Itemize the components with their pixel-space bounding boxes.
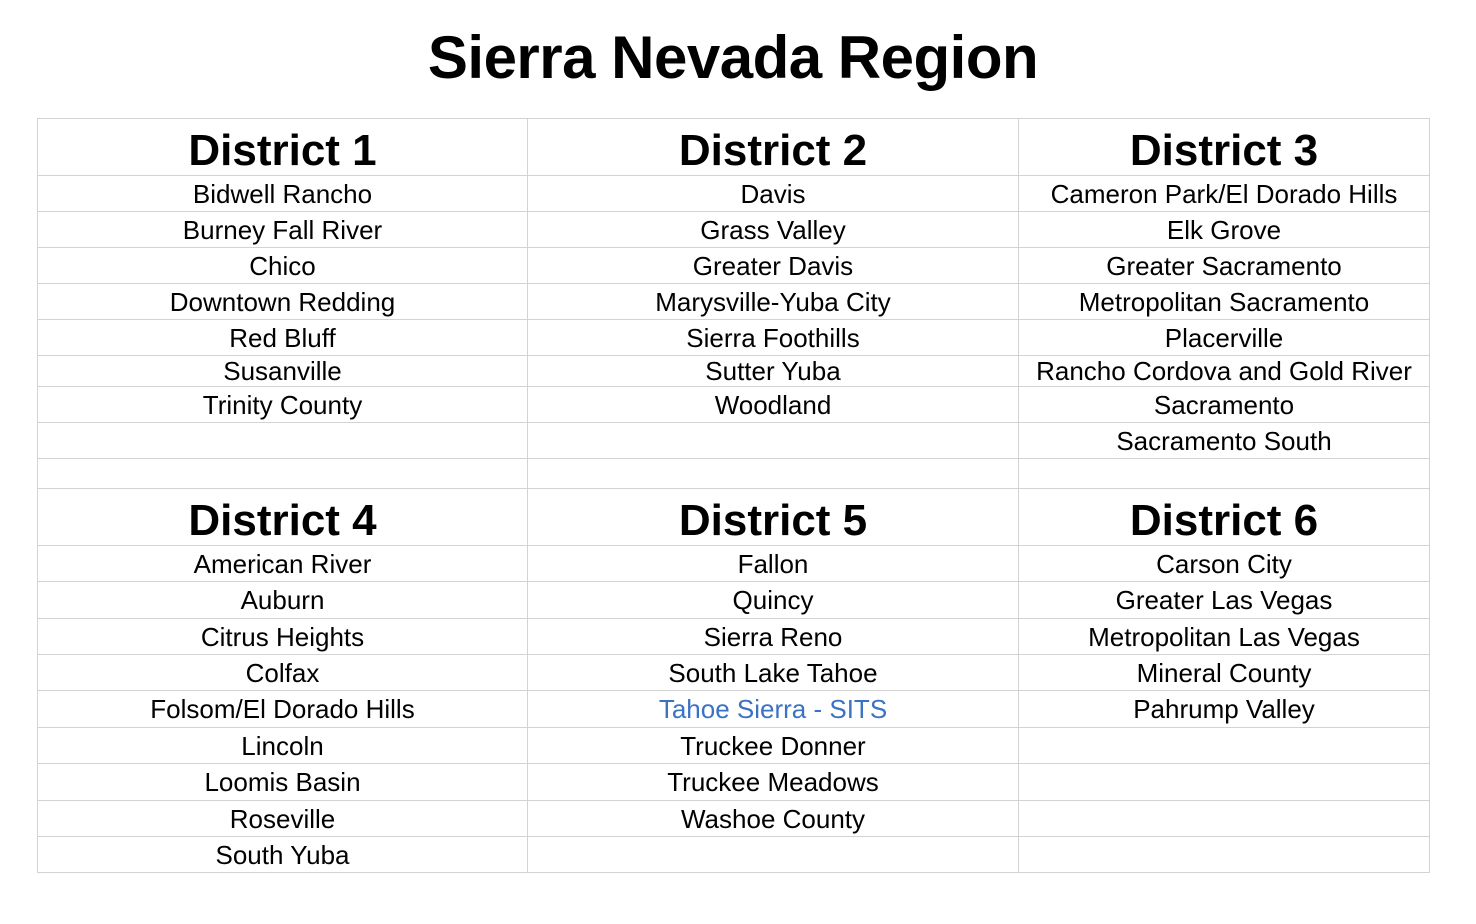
club-cell: Fallon xyxy=(528,546,1019,582)
table-row xyxy=(38,387,1430,423)
club-cell: Loomis Basin xyxy=(38,764,528,801)
club-cell: Auburn xyxy=(38,582,528,619)
district-header: District 6 xyxy=(1019,489,1430,546)
club-cell: Truckee Donner xyxy=(528,728,1019,764)
club-cell: Greater Sacramento xyxy=(1019,248,1430,284)
table-row xyxy=(38,764,1430,801)
club-cell: American River xyxy=(38,546,528,582)
club-cell: Davis xyxy=(528,176,1019,212)
district-header: District 1 xyxy=(38,119,528,176)
club-cell: Lincoln xyxy=(38,728,528,764)
club-cell: Trinity County xyxy=(38,387,528,423)
club-cell: Burney Fall River xyxy=(38,212,528,248)
table-row xyxy=(38,801,1430,837)
table-row xyxy=(38,459,1430,489)
club-link[interactable]: Tahoe Sierra - SITS xyxy=(528,691,1019,728)
club-cell xyxy=(1019,459,1430,489)
table-row xyxy=(38,320,1430,356)
club-cell: Cameron Park/El Dorado Hills xyxy=(1019,176,1430,212)
club-cell: Mineral County xyxy=(1019,655,1430,691)
club-cell: Grass Valley xyxy=(528,212,1019,248)
club-cell: Susanville xyxy=(38,356,528,387)
club-cell: Downtown Redding xyxy=(38,284,528,320)
table-row xyxy=(38,582,1430,619)
club-cell xyxy=(528,459,1019,489)
table-row xyxy=(38,284,1430,320)
districts-table xyxy=(37,118,1430,873)
club-cell xyxy=(528,423,1019,459)
club-cell: Red Bluff xyxy=(38,320,528,356)
club-cell: Sierra Reno xyxy=(528,619,1019,655)
club-cell: Bidwell Rancho xyxy=(38,176,528,212)
club-cell: Sacramento South xyxy=(1019,423,1430,459)
club-cell: Metropolitan Las Vegas xyxy=(1019,619,1430,655)
table-row xyxy=(38,356,1430,387)
table-row xyxy=(38,655,1430,691)
district-header-row xyxy=(38,119,1430,176)
club-cell: Folsom/El Dorado Hills xyxy=(38,691,528,728)
club-cell xyxy=(1019,764,1430,801)
club-cell: Carson City xyxy=(1019,546,1430,582)
club-cell xyxy=(38,459,528,489)
district-header: District 3 xyxy=(1019,119,1430,176)
table-row xyxy=(38,176,1430,212)
table-row xyxy=(38,423,1430,459)
club-cell: Woodland xyxy=(528,387,1019,423)
club-cell: Colfax xyxy=(38,655,528,691)
club-cell: Washoe County xyxy=(528,801,1019,837)
club-cell: Citrus Heights xyxy=(38,619,528,655)
club-cell xyxy=(1019,837,1430,873)
club-cell: South Lake Tahoe xyxy=(528,655,1019,691)
table-row xyxy=(38,691,1430,728)
table-row xyxy=(38,619,1430,655)
club-cell: Truckee Meadows xyxy=(528,764,1019,801)
club-cell: Sierra Foothills xyxy=(528,320,1019,356)
district-header-row xyxy=(38,489,1430,546)
club-cell xyxy=(1019,728,1430,764)
club-cell xyxy=(1019,801,1430,837)
club-cell: South Yuba xyxy=(38,837,528,873)
table-row xyxy=(38,212,1430,248)
table-row xyxy=(38,248,1430,284)
club-cell: Marysville-Yuba City xyxy=(528,284,1019,320)
club-cell: Placerville xyxy=(1019,320,1430,356)
club-cell: Metropolitan Sacramento xyxy=(1019,284,1430,320)
district-header: District 5 xyxy=(528,489,1019,546)
district-header: District 2 xyxy=(528,119,1019,176)
club-cell xyxy=(528,837,1019,873)
club-cell: Chico xyxy=(38,248,528,284)
club-cell: Greater Las Vegas xyxy=(1019,582,1430,619)
district-header: District 4 xyxy=(38,489,528,546)
club-cell xyxy=(38,423,528,459)
club-cell: Pahrump Valley xyxy=(1019,691,1430,728)
club-cell: Sutter Yuba xyxy=(528,356,1019,387)
club-cell: Rancho Cordova and Gold River xyxy=(1019,356,1430,387)
page-title: Sierra Nevada Region xyxy=(427,24,1039,91)
club-cell: Quincy xyxy=(528,582,1019,619)
table-row xyxy=(38,837,1430,873)
club-cell: Roseville xyxy=(38,801,528,837)
table-row xyxy=(38,728,1430,764)
table-row xyxy=(38,546,1430,582)
club-cell: Sacramento xyxy=(1019,387,1430,423)
club-cell: Greater Davis xyxy=(528,248,1019,284)
club-cell: Elk Grove xyxy=(1019,212,1430,248)
